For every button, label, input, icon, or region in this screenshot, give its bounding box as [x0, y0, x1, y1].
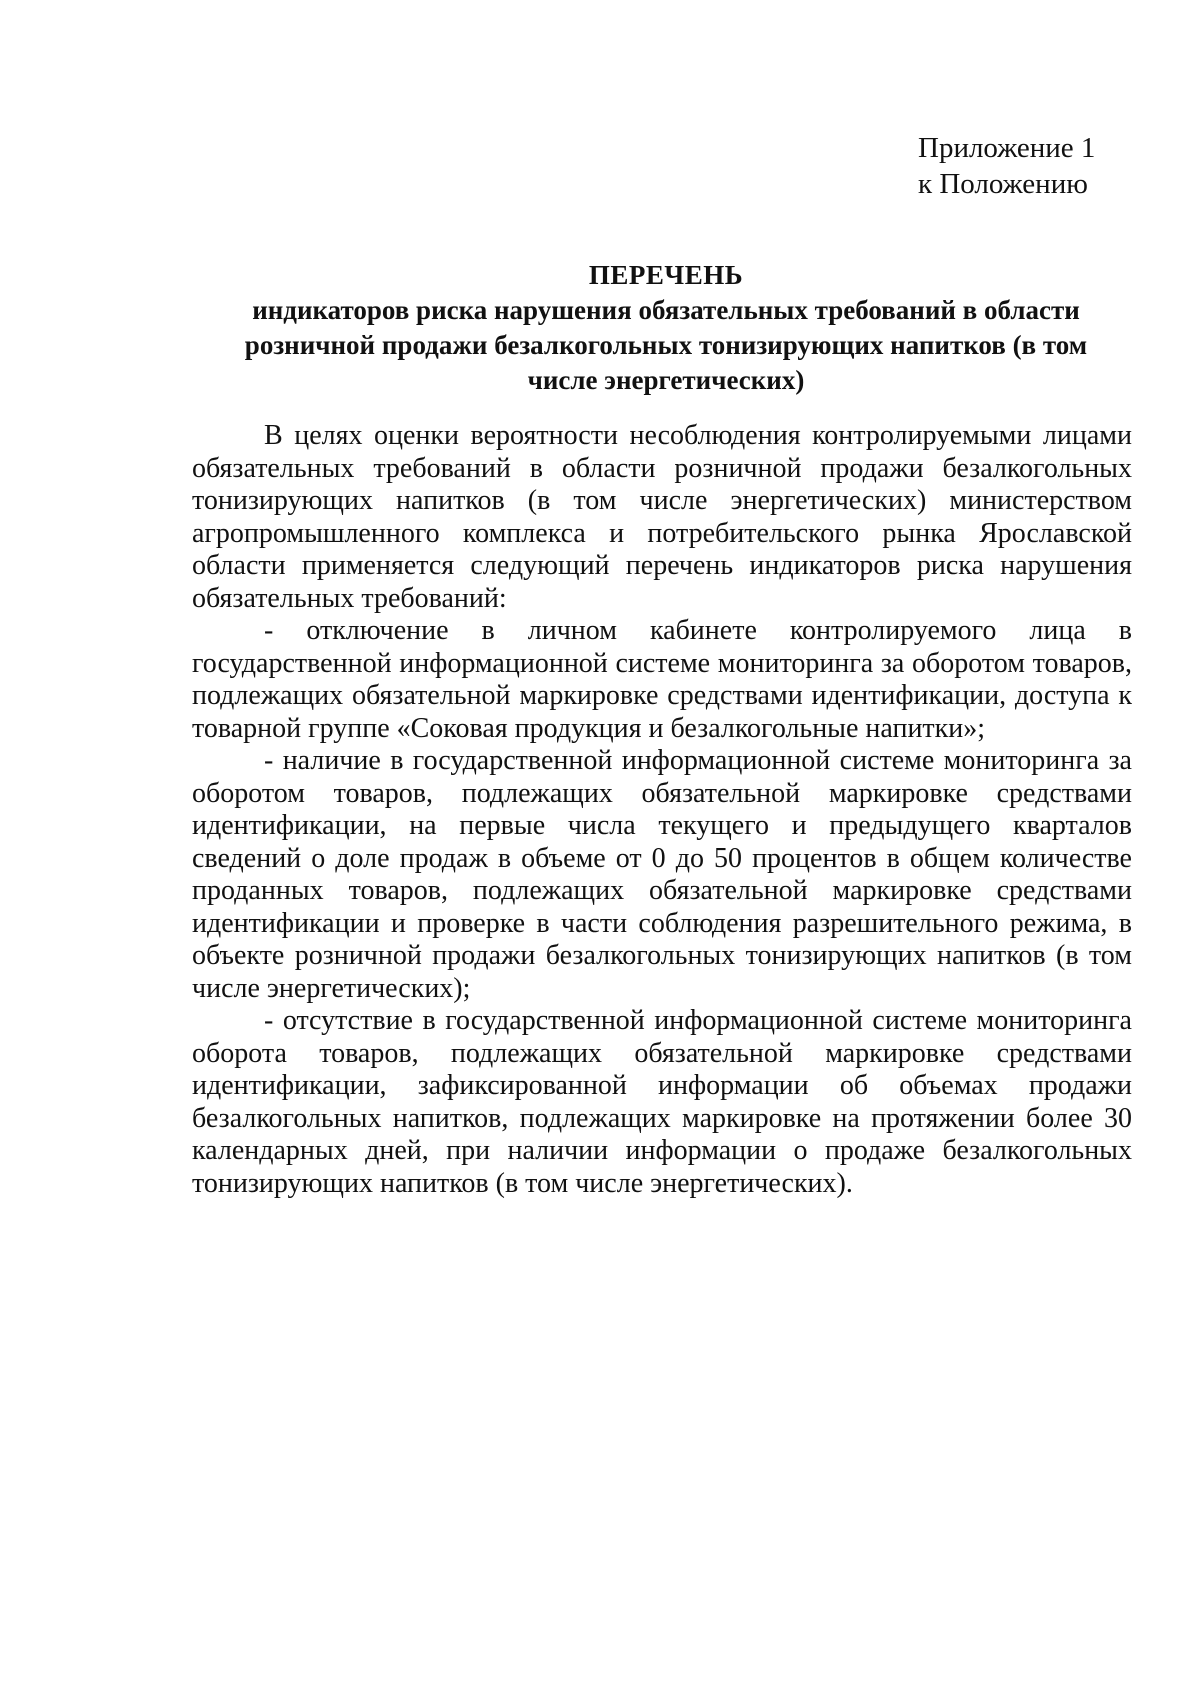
intro-paragraph: В целях оценки вероятности несоблюдения контролируемыми лицами обязательных требований в области розничной продажи безалкогольных тонизирующих напитков (в том числе энергетических) министерством агропромышленного комплекса и потребительского рынка Ярославской области применяется следующий перечень индикаторов риска нарушения обязательных требований: — [192, 420, 1132, 614]
indicator-item-2: - наличие в государственной информационной системе мониторинга за оборотом товаров, подлежащих обязательной маркировке средствами идентификации, на первые числа текущего и предыдущего кварталов сведений о доле продаж в объеме от 0 до 50 процентов в общем количестве проданных товаров, подлежащих обязательной маркировке средствами идентификации и проверке в части соблюдения разрешительного режима, в объекте розничной продажи безалкогольных тонизирующих напитков (в том числе энергетических); — [192, 745, 1132, 1004]
heading-line-2: розничной продажи безалкогольных тонизирующих напитков (в том — [244, 330, 1088, 360]
appendix-regulation-ref: к Положению — [918, 168, 1088, 200]
document-body — [192, 420, 1132, 1200]
indicator-item-3: - отсутствие в государственной информационной системе мониторинга оборота товаров, подлежащих обязательной маркировке средствами идентификации, зафиксированной информации об объемах продажи безалкогольных напитков, подлежащих маркировке на протяжении более 30 календарных дней, при наличии информации о продаже безалкогольных тонизирующих напитков (в том числе энергетических). — [192, 1005, 1132, 1199]
heading-line-1: индикаторов риска нарушения обязательных требований в области — [252, 295, 1080, 325]
appendix-number: Приложение 1 — [918, 132, 1096, 164]
heading-line-3: числе энергетических) — [527, 365, 805, 395]
appendix-reference — [918, 130, 1158, 202]
indicator-item-1: - отключение в личном кабинете контролируемого лица в государственной информационной системе мониторинга за оборотом товаров, подлежащих обязательной маркировке средствами идентификации, доступа к товарной группе «Соковая продукция и безалкогольные напитки»; — [192, 615, 1132, 744]
document-heading — [196, 258, 1136, 398]
heading-title: ПЕРЕЧЕНЬ — [588, 260, 744, 290]
